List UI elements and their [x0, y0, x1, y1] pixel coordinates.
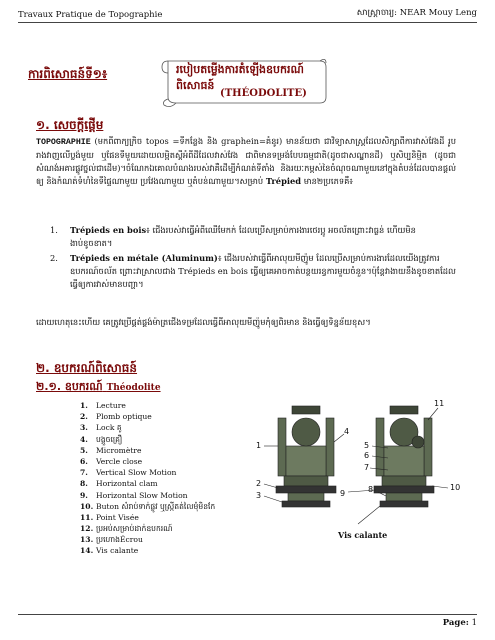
- part-item: [80, 445, 215, 456]
- intro-term: TOPOGRAPHIE: [36, 138, 91, 147]
- vis-calante-caption: Vis calante: [338, 530, 388, 540]
- part-number: 12.: [80, 524, 94, 534]
- part-item: [80, 434, 215, 445]
- sub-heading-text: ២.១. ឧបករណ៍: [36, 380, 103, 393]
- figure-label-3: 3: [256, 491, 262, 500]
- figure-label-6: 6: [364, 451, 370, 460]
- lab-title: របៀបតម្លើងការតំឡើងឧបករណ៍ពិសោធន៍: [176, 63, 304, 92]
- part-number: 7.: [80, 468, 88, 478]
- closing-paragraph: ដោយហេតុនេះហើយ គេត្រូវប្រើផ្គត់ផ្គង់ម៉ាត្រជើងទម្រដែលធ្វើពីអាលុយមីញ៉ូមកុំឲ្យពិរមាន និងធ្វើឲ្យទិន្នន័យខុស។: [36, 317, 371, 327]
- page-label: Page:: [442, 618, 469, 628]
- part-label: Vertical Slow Motion: [96, 468, 177, 478]
- part-number: 5.: [80, 445, 88, 455]
- page-number: 1: [471, 618, 477, 628]
- list-number: 2.: [50, 253, 58, 263]
- figure-label-10: 10: [450, 483, 460, 492]
- part-item: [80, 512, 215, 523]
- part-number: 11.: [80, 512, 94, 522]
- intro-end: មាន២ប្រភេទគឺ៖: [301, 176, 354, 186]
- part-number: 6.: [80, 456, 88, 466]
- part-label: ប្រអប់សម្រាប់ដាក់ឧបករណ៍: [96, 524, 173, 534]
- part-label: Micromètre: [96, 445, 142, 455]
- part-number: 4.: [80, 434, 88, 444]
- part-item: [80, 456, 215, 467]
- instructor-name: សាស្ត្រាចារ្យ: NEAR Mouy Leng: [356, 8, 477, 18]
- part-label: Vis calante: [96, 546, 139, 556]
- list-item: [50, 224, 456, 250]
- tripod-word: Trépied: [265, 176, 302, 186]
- list-text: ៖ ជើងរបស់វាធ្វើពីអាលុយមីញ៉ូម ដែលប្រើសម្រាប់ការងារដែលយើងត្រូវការឧបករណ៍ចល័ត ព្រោះវាស្រាលជាង Trépieds en bois ធ្វើឲ្យគេអាចកាត់បន្ថយរន្ធការមួយចំនួន។ប៉ុន្តែវាងាយនឹងខូចខាតដែលធ្វើឲ្យការវាស់មានបញ្ហា។: [70, 253, 456, 289]
- list-number: 1.: [50, 225, 58, 235]
- list-term: Trépieds en métale (Aluminum): [70, 253, 218, 263]
- page-footer: [18, 614, 477, 628]
- part-label: ប្រហោងÉcrou: [96, 535, 143, 545]
- part-number: 1.: [80, 401, 88, 410]
- part-item: [80, 501, 215, 512]
- course-title: Travaux Pratique de Topographie: [18, 10, 163, 20]
- part-label: Buton សំរាប់ទាក់ផ្លូវ ឬស្ក្រីតត់លៃមុំមិនកែ: [96, 501, 216, 511]
- part-item: [80, 523, 215, 534]
- part-label: Lock គូ: [96, 423, 122, 433]
- part-number: 8.: [80, 479, 88, 489]
- part-item: [80, 422, 215, 433]
- tripod-types-list: [50, 224, 456, 293]
- lab-subtitle: (THÉODOLITE): [220, 88, 307, 99]
- part-label: Vercle close: [96, 456, 143, 466]
- part-item: [80, 478, 215, 489]
- page-header: [18, 6, 477, 23]
- theodolite-photos: [248, 396, 460, 541]
- part-number: 9.: [80, 490, 88, 500]
- part-label: បង្គួចគ្រឿ: [96, 434, 123, 444]
- intro-text: (មកពីពាក្យក្រិច topos =ទីកន្លែង និង graphein=គំនូរ) មានន័យថា ជាវិទ្យាសាស្ត្រដែលសិក្សាពីការវាស់វែងដី រូបរាងវាញលើប្លង់មួយ ឬផែនទីមួយដោយលម្អិតស្តីអំពីដីដែលវាស់វែង ជាពិមានទម្រង់បែបធម្មជាតិ(ដូចជាសណ្ឋានដី) ឬសិប្បនិម្មិត (ដូចជាសំណង់អគារផ្លូវថ្នល់ជាដើម)។ចំណែកឯគោលបំណងរបស់វាគឺដើម្បីកំណត់ទីតាំង និងរយៈកម្ពស់នៃចំណុចណាមួយនៅក្នុងតំបន់ដែលបានផ្តល់ឲ្យ និងកំណត់ទំហំនៃទីផ្ទៃណាមួយ ប្រវែងណាមួយ ឬតំបន់ណាមួយ។សម្រាប់: [36, 136, 456, 186]
- list-item: [50, 252, 456, 291]
- section-2-heading: ២. ឧបករណ៍ពិសោធន៍: [36, 361, 138, 375]
- part-number: 2.: [80, 412, 88, 422]
- list-text: ៖ ជើងរបស់វាធ្វើអំពីឈើមែកក់ ដែលប្រើសម្រាប់ការងារថេរប្អូ អចល័តព្រោះវាធ្ងន់ ហើយមិនងាប់ខូចខាត។: [70, 225, 416, 248]
- part-label: Lecture: [96, 401, 126, 410]
- figure-label-7: 7: [364, 463, 370, 472]
- part-label: Point Visée: [96, 512, 139, 522]
- part-number: 13.: [80, 535, 94, 545]
- intro-paragraph: [36, 135, 456, 188]
- part-number: 3.: [80, 423, 88, 433]
- section-1-heading: ១. សេចក្តីផ្តើម: [36, 118, 104, 132]
- figure-label-5: 5: [364, 441, 370, 450]
- figure-label-11: 11: [434, 399, 445, 408]
- part-item: [80, 534, 215, 545]
- figure-label-8: 8: [368, 485, 374, 494]
- part-number: 14.: [80, 546, 94, 556]
- list-term: Trépieds en bois: [70, 225, 147, 235]
- figure-label-2: 2: [256, 479, 262, 488]
- theodolite-illustration: [248, 396, 460, 541]
- part-number: 10.: [80, 501, 94, 511]
- part-item: [80, 411, 215, 422]
- part-item: [80, 545, 215, 556]
- sub-heading-term: Théodolite: [106, 383, 161, 393]
- part-item: [80, 400, 215, 411]
- lab-number-label: ការពិសោធន៍ទី១៖: [28, 67, 108, 81]
- part-label: Plomb optique: [96, 412, 152, 422]
- section-2-1-heading: [36, 380, 161, 396]
- figure-label-4: 4: [344, 427, 350, 436]
- part-item: [80, 467, 215, 478]
- figure-label-1: 1: [256, 441, 262, 450]
- figure-label-9: 9: [340, 489, 346, 498]
- lab-title-scroll: [160, 57, 328, 109]
- instrument-parts-list: [80, 400, 215, 557]
- part-label: Horizontal Slow Motion: [96, 490, 188, 500]
- part-item: [80, 490, 215, 501]
- part-label: Horizontal clam: [96, 479, 158, 489]
